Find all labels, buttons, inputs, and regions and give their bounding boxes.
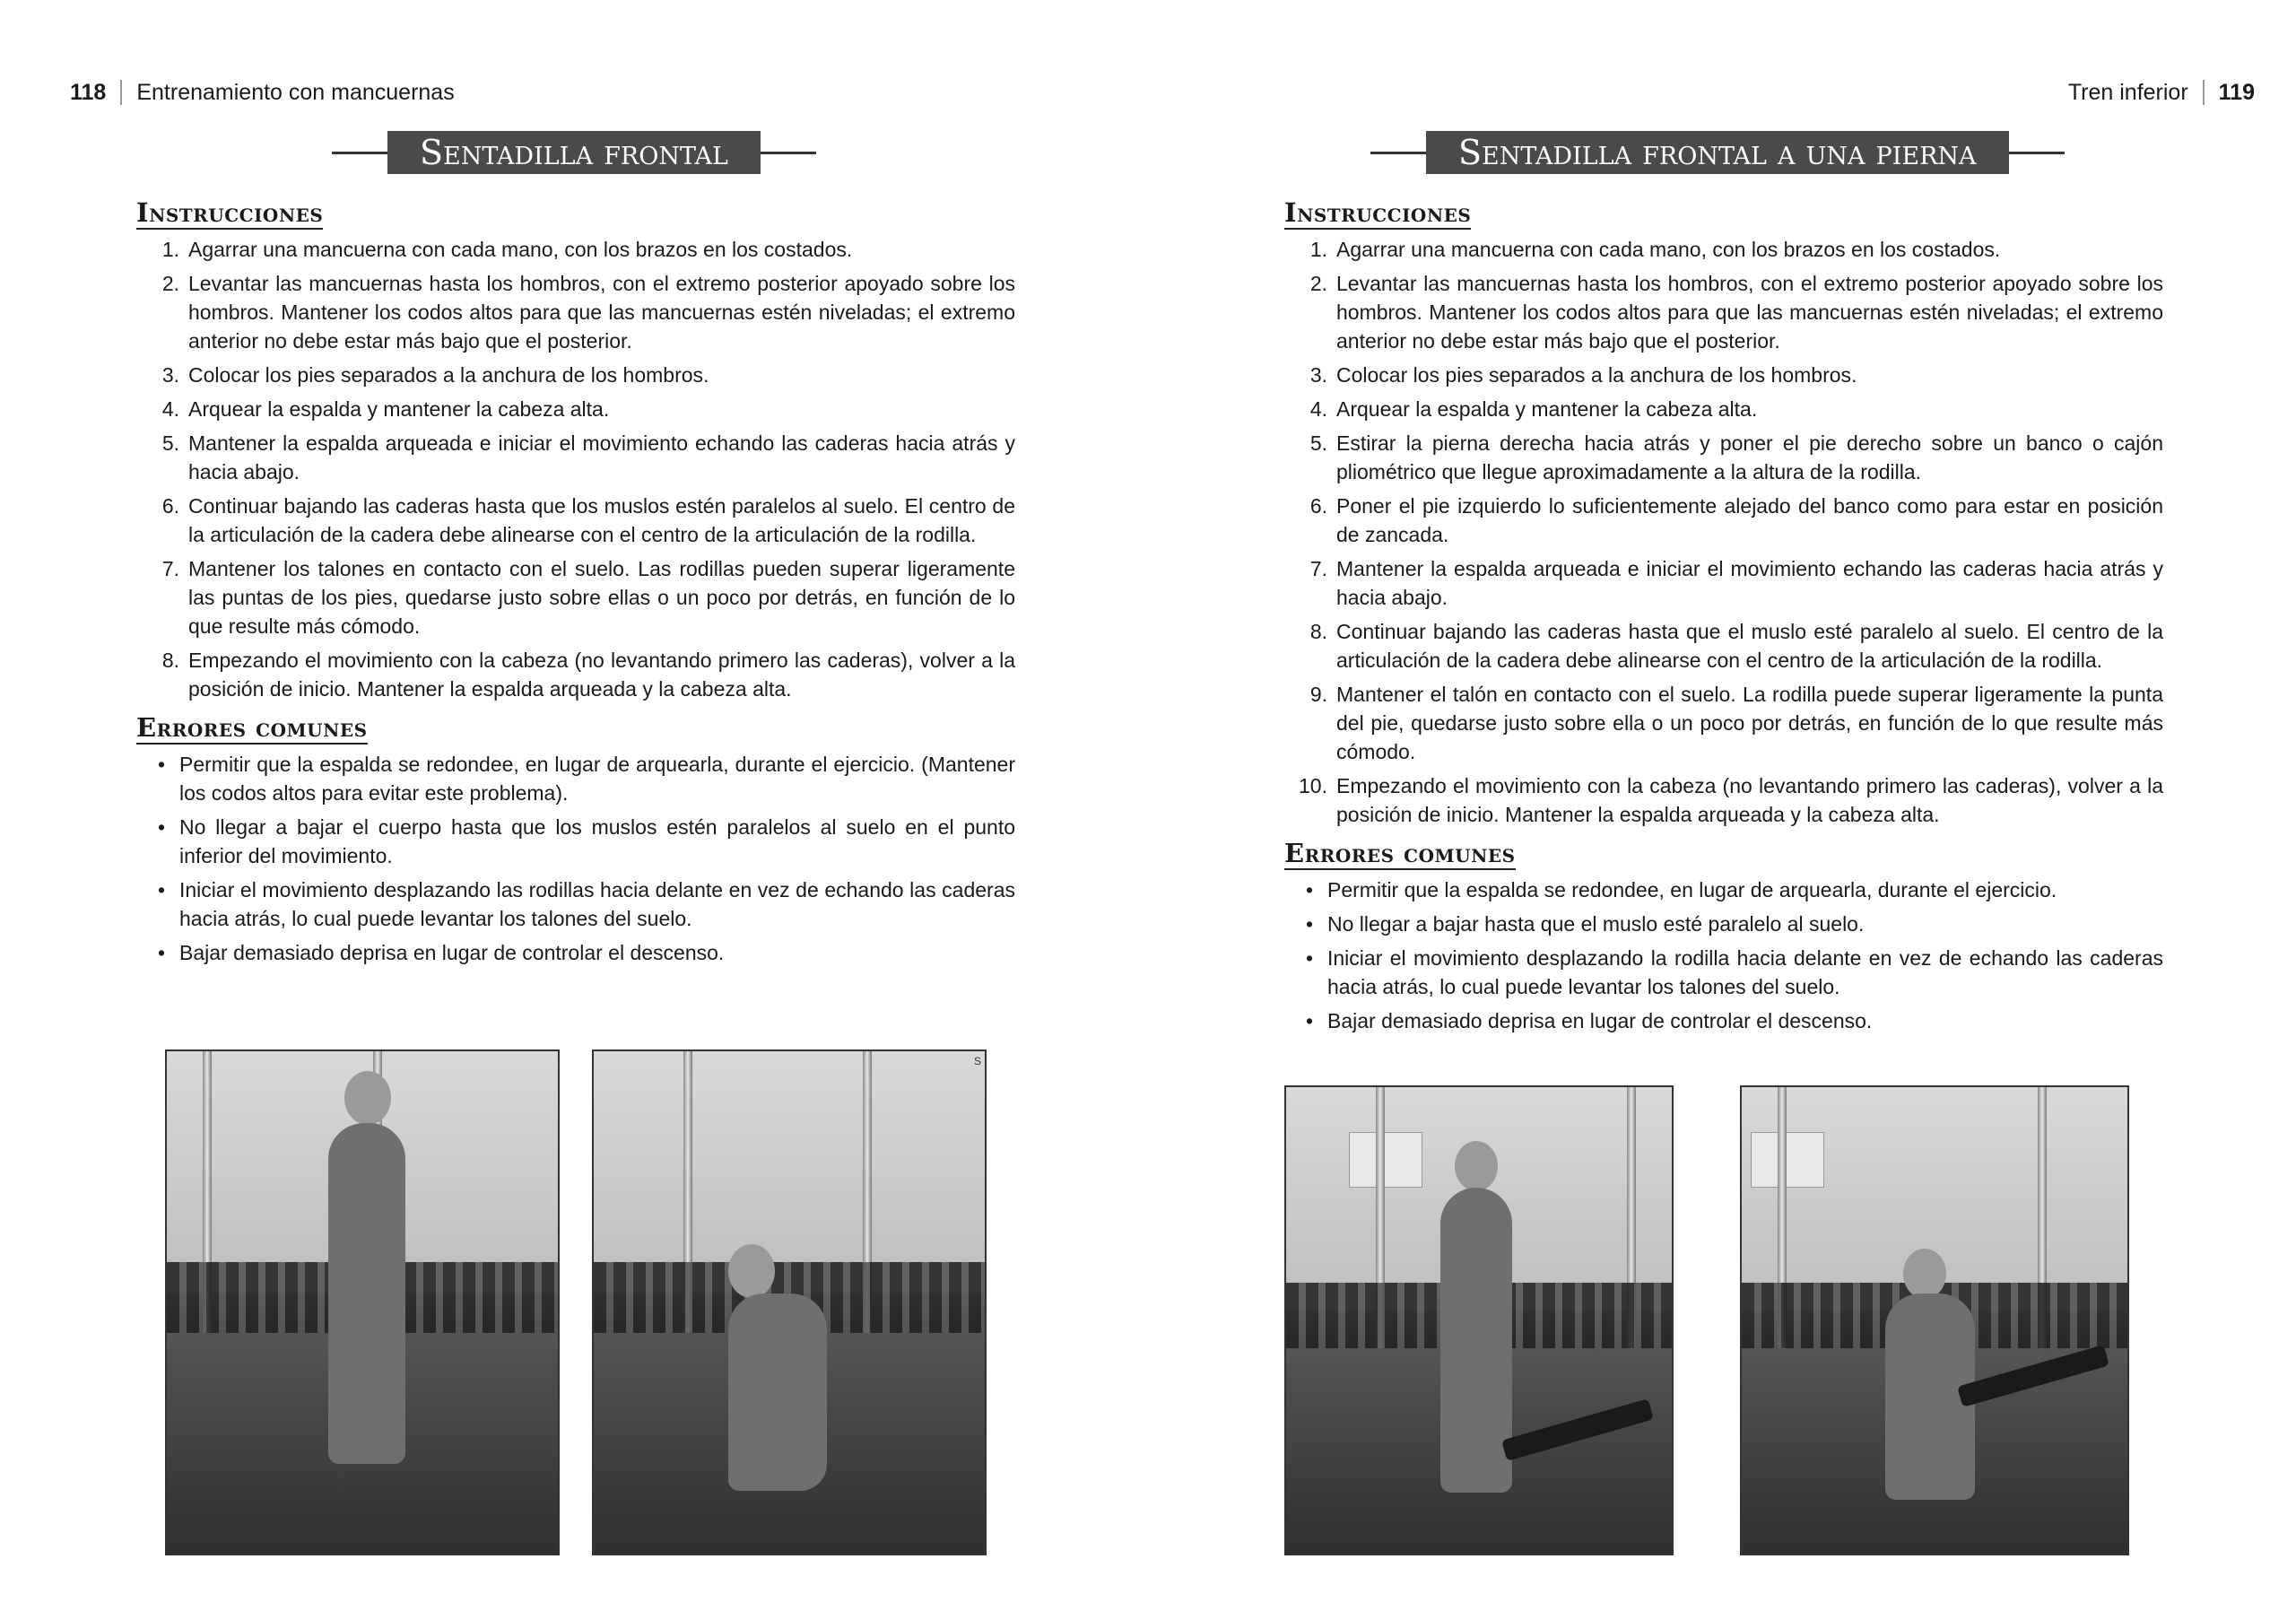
instructions-list	[136, 235, 1015, 703]
instruction-step	[136, 269, 1015, 355]
title-rule-left	[1370, 152, 1426, 154]
error-text: No llegar a bajar el cuerpo hasta que los muslos estén paralelos al suelo en el punto inferior del movimiento.	[179, 815, 1015, 867]
bullet: •	[1306, 946, 1314, 970]
page-number: 119	[2218, 80, 2255, 105]
step-text: Levantar las mancuernas hasta los hombros, con el extremo posterior apoyado sobre los hombros. Mantener los codos altos para que las mancuernas estén niveladas; el extremo anterior no debe estar más bajo que el posterior.	[1336, 272, 2163, 353]
step-number: 3.	[1309, 363, 1327, 387]
instruction-step	[1284, 771, 2163, 829]
photo-wall-sign	[1751, 1132, 1824, 1188]
instruction-step	[1284, 395, 2163, 423]
step-text: Arquear la espalda y mantener la cabeza alta.	[1336, 397, 1758, 421]
errors-list	[1284, 875, 2163, 1035]
instruction-step	[1284, 617, 2163, 675]
instruction-step	[1284, 361, 2163, 389]
step-text: Empezando el movimiento con la cabeza (no levantando primero las caderas), volver a la posición de inicio. Mantener la espalda arqueada y la cabeza alta.	[1336, 774, 2163, 826]
title-rule-left	[332, 152, 387, 154]
photo-wall	[594, 1051, 985, 1293]
error-item	[1284, 944, 2163, 1001]
errors-heading: Errores comunes	[136, 712, 368, 743]
error-text: Permitir que la espalda se redondee, en lugar de arquearla, durante el ejercicio. (Mantener los codos altos para evitar este problema).	[179, 753, 1015, 805]
title-rule-right	[2009, 152, 2065, 154]
header-divider	[120, 80, 122, 105]
exercise-photo-squat	[592, 1050, 987, 1555]
step-number: 2.	[161, 272, 179, 295]
title-rule-right	[761, 152, 816, 154]
instruction-step	[136, 395, 1015, 423]
athlete-figure-squatting	[728, 1293, 827, 1491]
exercise-content	[1284, 197, 2163, 1041]
photo-credit: S	[973, 1055, 981, 1067]
step-number: 6.	[161, 494, 179, 518]
running-head-right	[2068, 79, 2255, 106]
step-text: Empezando el movimiento con la cabeza (no levantando primero las caderas), volver a la posición de inicio. Mantener la espalda arqueada y la cabeza alta.	[188, 649, 1015, 701]
step-number: 2.	[1309, 272, 1327, 295]
step-number: 4.	[1309, 397, 1327, 421]
step-text: Mantener la espalda arqueada e iniciar el movimiento echando las caderas hacia atrás y hacia abajo.	[188, 431, 1015, 483]
step-number: 6.	[1309, 494, 1327, 518]
error-item	[136, 875, 1015, 933]
exercise-photo-start	[1284, 1085, 1674, 1555]
bullet: •	[158, 941, 166, 964]
bullet: •	[1306, 912, 1314, 936]
exercise-title-bar	[332, 131, 816, 174]
step-text: Poner el pie izquierdo lo suficientemente alejado del banco como para estar en posición de zancada.	[1336, 494, 2163, 546]
bullet: •	[158, 815, 166, 839]
instruction-step	[136, 429, 1015, 486]
error-text: No llegar a bajar hasta que el muslo esté paralelo al suelo.	[1327, 912, 1865, 936]
instructions-list	[1284, 235, 2163, 829]
step-number: 7.	[1309, 557, 1327, 580]
exercise-title-bar	[1370, 131, 2065, 174]
step-number: 8.	[1309, 620, 1327, 643]
step-number: 8.	[161, 649, 179, 672]
instruction-step	[136, 492, 1015, 549]
error-item	[1284, 875, 2163, 904]
step-text: Agarrar una mancuerna con cada mano, con los brazos en los costados.	[1336, 238, 2001, 261]
instruction-step	[136, 646, 1015, 703]
athlete-head	[1903, 1249, 1946, 1299]
exercise-photo-start	[165, 1050, 560, 1555]
athlete-head	[1455, 1141, 1498, 1191]
athlete-head	[344, 1071, 391, 1125]
error-text: Iniciar el movimiento desplazando las rodillas hacia delante en vez de echando las caderas hacia atrás, lo cual puede levantar los talones del suelo.	[179, 878, 1015, 930]
error-text: Permitir que la espalda se redondee, en lugar de arquearla, durante el ejercicio.	[1327, 878, 2057, 901]
error-item	[1284, 1006, 2163, 1035]
step-text: Mantener los talones en contacto con el suelo. Las rodillas pueden superar ligeramente las puntas de los pies, quedarse justo sobre ellas o un poco por detrás, en función de lo que resulte más cómodo.	[188, 557, 1015, 638]
header-divider	[2203, 80, 2205, 105]
step-text: Levantar las mancuernas hasta los hombros, con el extremo posterior apoyado sobre los hombros. Mantener los codos altos para que las mancuernas estén niveladas; el extremo anterior no debe estar más bajo que el posterior.	[188, 272, 1015, 353]
step-number: 1.	[161, 238, 179, 261]
step-number: 4.	[161, 397, 179, 421]
instructions-heading: Instrucciones	[1284, 197, 1472, 228]
bullet: •	[1306, 1009, 1314, 1032]
athlete-figure-standing	[328, 1123, 405, 1464]
bullet: •	[158, 753, 166, 776]
error-text: Bajar demasiado deprisa en lugar de controlar el descenso.	[1327, 1009, 1873, 1032]
instructions-heading: Instrucciones	[136, 197, 324, 228]
instruction-step	[136, 361, 1015, 389]
exercise-title: Sentadilla frontal a una pierna	[1426, 131, 2009, 174]
step-number: 10.	[1299, 774, 1327, 797]
error-item	[136, 813, 1015, 870]
step-text: Mantener la espalda arqueada e iniciar el movimiento echando las caderas hacia atrás y hacia abajo.	[1336, 557, 2163, 609]
step-text: Continuar bajando las caderas hasta que el muslo esté paralelo al suelo. El centro de la articulación de la cadera debe alinearse con el centro de la articulación de la rodilla.	[1336, 620, 2163, 672]
instruction-step	[1284, 235, 2163, 264]
step-text: Continuar bajando las caderas hasta que los muslos estén paralelos al suelo. El centro de la articulación de la cadera debe alinearse con el centro de la articulación de la rodilla.	[188, 494, 1015, 546]
step-text: Arquear la espalda y mantener la cabeza alta.	[188, 397, 610, 421]
error-text: Bajar demasiado deprisa en lugar de controlar el descenso.	[179, 941, 725, 964]
running-title: Entrenamiento con mancuernas	[136, 80, 455, 105]
instruction-step	[1284, 429, 2163, 486]
step-number: 9.	[1309, 683, 1327, 706]
instruction-step	[1284, 680, 2163, 766]
instruction-step	[136, 554, 1015, 640]
running-title: Tren inferior	[2067, 80, 2188, 105]
error-item	[136, 750, 1015, 807]
instruction-step	[1284, 492, 2163, 549]
instruction-step	[1284, 269, 2163, 355]
exercise-photo-lunge	[1740, 1085, 2129, 1555]
exercise-content	[136, 197, 1015, 972]
page-number: 118	[70, 80, 107, 105]
step-text: Agarrar una mancuerna con cada mano, con los brazos en los costados.	[188, 238, 853, 261]
step-number: 7.	[161, 557, 179, 580]
step-text: Colocar los pies separados a la anchura de los hombros.	[1336, 363, 1857, 387]
errors-list	[136, 750, 1015, 967]
step-text: Estirar la pierna derecha hacia atrás y poner el pie derecho sobre un banco o cajón pliométrico que llegue aproximadamente a la altura de la rodilla.	[1336, 431, 2163, 483]
instruction-step	[136, 235, 1015, 264]
step-text: Colocar los pies separados a la anchura de los hombros.	[188, 363, 709, 387]
step-number: 5.	[161, 431, 179, 455]
errors-heading: Errores comunes	[1284, 838, 1516, 868]
error-text: Iniciar el movimiento desplazando la rodilla hacia delante en vez de echando las caderas hacia atrás, lo cual puede levantar los talones del suelo.	[1327, 946, 2163, 998]
athlete-head	[728, 1244, 775, 1298]
bullet: •	[158, 878, 166, 901]
error-item	[136, 938, 1015, 967]
step-number: 5.	[1309, 431, 1327, 455]
exercise-title: Sentadilla frontal	[387, 131, 761, 174]
photo-wall-sign	[1349, 1132, 1422, 1188]
bullet: •	[1306, 878, 1314, 901]
instruction-step	[1284, 554, 2163, 612]
error-item	[1284, 910, 2163, 938]
step-number: 3.	[161, 363, 179, 387]
running-head-left	[70, 79, 455, 106]
step-text: Mantener el talón en contacto con el suelo. La rodilla puede superar ligeramente la punta del pie, quedarse justo sobre ella o un poco por detrás, en función de lo que resulte más cómodo.	[1336, 683, 2163, 763]
right-page	[1148, 0, 2296, 1620]
athlete-figure-lunge-start	[1440, 1188, 1512, 1493]
step-number: 1.	[1309, 238, 1327, 261]
